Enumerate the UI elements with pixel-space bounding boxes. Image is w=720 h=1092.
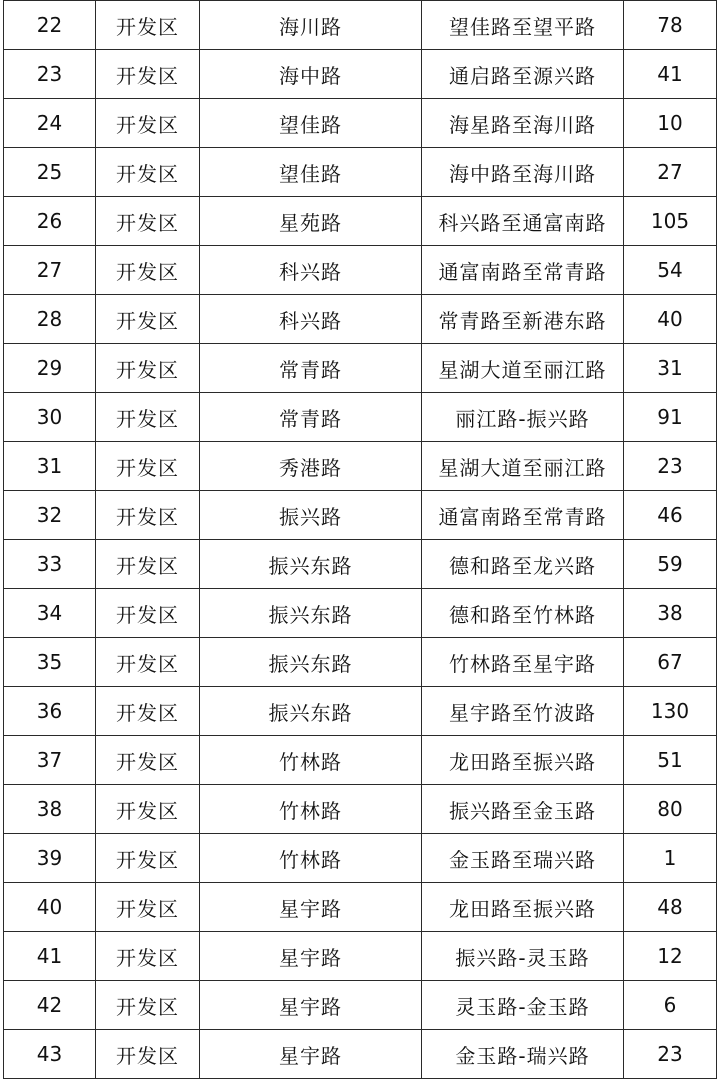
table-row [4, 491, 717, 540]
road-name-cell: 振兴东路 [200, 687, 422, 736]
road-name-cell: 竹林路 [200, 736, 422, 785]
row-number: 24 [4, 99, 96, 148]
value-cell: 10 [624, 99, 717, 148]
road-section-cell: 灵玉路-金玉路 [422, 981, 624, 1030]
table-row [4, 344, 717, 393]
value-cell: 23 [624, 442, 717, 491]
road-name-cell: 星苑路 [200, 197, 422, 246]
district-cell: 开发区 [96, 1, 200, 50]
road-section-cell: 龙田路至振兴路 [422, 883, 624, 932]
district-cell: 开发区 [96, 442, 200, 491]
road-section-cell: 科兴路至通富南路 [422, 197, 624, 246]
value-cell: 46 [624, 491, 717, 540]
road-name-cell: 秀港路 [200, 442, 422, 491]
row-number: 27 [4, 246, 96, 295]
road-section-cell: 通富南路至常青路 [422, 246, 624, 295]
row-number: 35 [4, 638, 96, 687]
district-cell: 开发区 [96, 589, 200, 638]
table-row [4, 883, 717, 932]
table-row [4, 99, 717, 148]
value-cell: 12 [624, 932, 717, 981]
row-number: 31 [4, 442, 96, 491]
value-cell: 27 [624, 148, 717, 197]
district-cell: 开发区 [96, 1030, 200, 1079]
table-row [4, 736, 717, 785]
road-section-cell: 德和路至龙兴路 [422, 540, 624, 589]
district-cell: 开发区 [96, 197, 200, 246]
value-cell: 67 [624, 638, 717, 687]
road-section-cell: 龙田路至振兴路 [422, 736, 624, 785]
road-name-cell: 常青路 [200, 393, 422, 442]
road-name-cell: 星宇路 [200, 1030, 422, 1079]
row-number: 32 [4, 491, 96, 540]
row-number: 28 [4, 295, 96, 344]
road-section-cell: 通富南路至常青路 [422, 491, 624, 540]
row-number: 39 [4, 834, 96, 883]
road-name-cell: 海川路 [200, 1, 422, 50]
row-number: 37 [4, 736, 96, 785]
row-number: 26 [4, 197, 96, 246]
value-cell: 1 [624, 834, 717, 883]
district-cell: 开发区 [96, 834, 200, 883]
value-cell: 54 [624, 246, 717, 295]
road-section-cell: 常青路至新港东路 [422, 295, 624, 344]
table-row [4, 246, 717, 295]
table-row [4, 1030, 717, 1079]
district-cell: 开发区 [96, 736, 200, 785]
value-cell: 6 [624, 981, 717, 1030]
table-row [4, 932, 717, 981]
table-row [4, 442, 717, 491]
row-number: 36 [4, 687, 96, 736]
road-name-cell: 星宇路 [200, 883, 422, 932]
district-cell: 开发区 [96, 99, 200, 148]
row-number: 38 [4, 785, 96, 834]
road-section-cell: 海中路至海川路 [422, 148, 624, 197]
row-number: 34 [4, 589, 96, 638]
district-cell: 开发区 [96, 50, 200, 99]
row-number: 43 [4, 1030, 96, 1079]
road-section-cell: 望佳路至望平路 [422, 1, 624, 50]
road-name-cell: 振兴东路 [200, 540, 422, 589]
road-name-cell: 望佳路 [200, 148, 422, 197]
road-section-table [3, 0, 717, 1079]
district-cell: 开发区 [96, 932, 200, 981]
table-row [4, 589, 717, 638]
row-number: 25 [4, 148, 96, 197]
road-section-cell: 通启路至源兴路 [422, 50, 624, 99]
row-number: 42 [4, 981, 96, 1030]
table-row [4, 148, 717, 197]
value-cell: 31 [624, 344, 717, 393]
district-cell: 开发区 [96, 344, 200, 393]
district-cell: 开发区 [96, 246, 200, 295]
district-cell: 开发区 [96, 981, 200, 1030]
road-section-cell: 金玉路-瑞兴路 [422, 1030, 624, 1079]
district-cell: 开发区 [96, 295, 200, 344]
district-cell: 开发区 [96, 148, 200, 197]
road-section-cell: 星湖大道至丽江路 [422, 442, 624, 491]
district-cell: 开发区 [96, 393, 200, 442]
road-name-cell: 星宇路 [200, 932, 422, 981]
table-row [4, 295, 717, 344]
table-row [4, 834, 717, 883]
table-row [4, 197, 717, 246]
road-name-cell: 竹林路 [200, 785, 422, 834]
value-cell: 91 [624, 393, 717, 442]
value-cell: 41 [624, 50, 717, 99]
table-body [4, 1, 717, 1079]
table-row [4, 638, 717, 687]
table-row [4, 393, 717, 442]
road-name-cell: 常青路 [200, 344, 422, 393]
value-cell: 130 [624, 687, 717, 736]
table-row [4, 687, 717, 736]
table-row [4, 981, 717, 1030]
row-number: 23 [4, 50, 96, 99]
value-cell: 51 [624, 736, 717, 785]
district-cell: 开发区 [96, 785, 200, 834]
value-cell: 40 [624, 295, 717, 344]
value-cell: 48 [624, 883, 717, 932]
road-name-cell: 星宇路 [200, 981, 422, 1030]
district-cell: 开发区 [96, 638, 200, 687]
road-section-cell: 金玉路至瑞兴路 [422, 834, 624, 883]
table-row [4, 50, 717, 99]
row-number: 33 [4, 540, 96, 589]
table-row [4, 785, 717, 834]
road-section-cell: 海星路至海川路 [422, 99, 624, 148]
value-cell: 105 [624, 197, 717, 246]
road-name-cell: 科兴路 [200, 246, 422, 295]
row-number: 22 [4, 1, 96, 50]
road-section-cell: 振兴路-灵玉路 [422, 932, 624, 981]
district-cell: 开发区 [96, 491, 200, 540]
road-name-cell: 海中路 [200, 50, 422, 99]
value-cell: 59 [624, 540, 717, 589]
road-name-cell: 望佳路 [200, 99, 422, 148]
road-section-cell: 星湖大道至丽江路 [422, 344, 624, 393]
table-row [4, 1, 717, 50]
value-cell: 38 [624, 589, 717, 638]
road-name-cell: 科兴路 [200, 295, 422, 344]
district-cell: 开发区 [96, 883, 200, 932]
road-section-cell: 德和路至竹林路 [422, 589, 624, 638]
row-number: 30 [4, 393, 96, 442]
row-number: 40 [4, 883, 96, 932]
road-name-cell: 竹林路 [200, 834, 422, 883]
value-cell: 23 [624, 1030, 717, 1079]
value-cell: 80 [624, 785, 717, 834]
row-number: 41 [4, 932, 96, 981]
table-row [4, 540, 717, 589]
value-cell: 78 [624, 1, 717, 50]
road-section-cell: 振兴路至金玉路 [422, 785, 624, 834]
road-section-cell: 星宇路至竹波路 [422, 687, 624, 736]
road-name-cell: 振兴路 [200, 491, 422, 540]
district-cell: 开发区 [96, 687, 200, 736]
road-name-cell: 振兴东路 [200, 638, 422, 687]
row-number: 29 [4, 344, 96, 393]
road-section-cell: 丽江路-振兴路 [422, 393, 624, 442]
district-cell: 开发区 [96, 540, 200, 589]
road-name-cell: 振兴东路 [200, 589, 422, 638]
road-section-cell: 竹林路至星宇路 [422, 638, 624, 687]
